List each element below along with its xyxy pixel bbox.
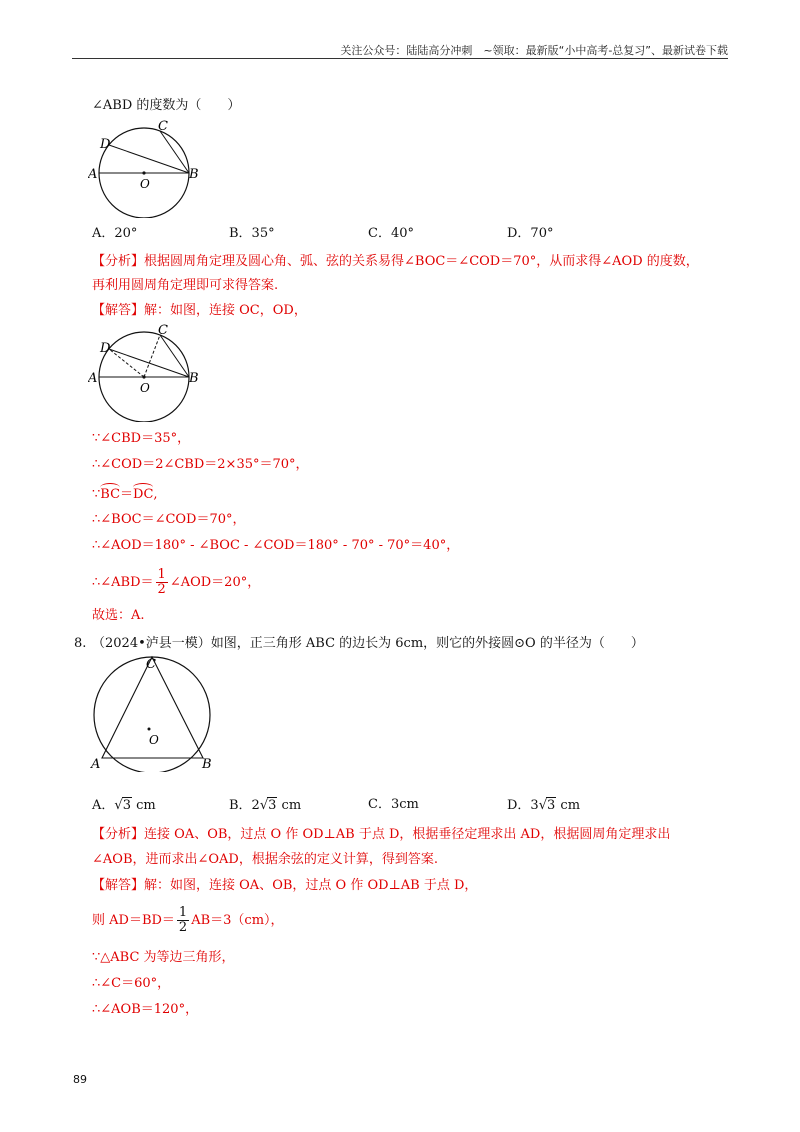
q7-step-4: ∴∠AOD＝180° - ∠BOC - ∠COD＝180° - 70° - 70°＝40°， [92, 538, 460, 553]
opt-a-prefix: A． [92, 798, 115, 813]
q7s-label-o: O [140, 381, 150, 395]
frac-num: 1 [178, 905, 188, 920]
arc-prefix: ∵ [92, 487, 101, 502]
unit: cm [136, 798, 156, 813]
q7s-label-a: A [88, 371, 98, 386]
q7-solution-intro [92, 303, 307, 319]
q8-option-d: D．3√3 cm [507, 798, 581, 813]
q8-analysis-line2: ∠AOB，进而求出∠OAD，根据余弦的定义计算，得到答案. [92, 852, 438, 867]
q7-label-b: B [189, 167, 199, 182]
q7s-label-b: B [189, 371, 199, 386]
q7-option-d: D．70° [507, 226, 554, 241]
frac-den: 2 [178, 920, 188, 935]
q8-option-c: C．3cm [368, 797, 419, 812]
page-header-text: 关注公众号：陆陆高分冲刺 ~领取：最新版“小中高考-总复习”、最新试卷下载 [340, 44, 728, 57]
q7-solution-text: 解：如图，连接 OC，OD， [144, 303, 307, 318]
q7-label-o: O [140, 177, 150, 191]
q7-arc-equality [92, 485, 158, 503]
q8-step-3: ∴∠AOB＝120°， [92, 1002, 199, 1017]
q8-number: 8. [74, 636, 87, 651]
q7-option-b: B．35° [229, 226, 275, 241]
q8-label-c: C [146, 657, 156, 672]
q8-option-b: B．2√3 cm [229, 798, 302, 813]
arc-bc: BC [100, 487, 121, 502]
q7-step-3: ∴∠BOC＝∠COD＝70°， [92, 512, 246, 527]
q7s-label-c: C [158, 323, 168, 338]
q8-solution-text: 解：如图，连接 OA、OB，过点 O 作 OD⊥AB 于点 D， [144, 878, 478, 893]
q7-analysis-line2: 再利用圆周角定理即可求得答案. [92, 278, 279, 293]
q7s-chord-cb [160, 335, 189, 377]
arc-dc: DC [133, 487, 154, 502]
q7s-chord-db [109, 349, 189, 377]
q8-ad-step [92, 906, 284, 935]
q7-chord-cb [160, 131, 189, 173]
q8-circumcircle [94, 657, 210, 772]
q7-circle-figure [88, 118, 208, 218]
q8-analysis-text: 连接 OA、OB，过点 O 作 OD⊥AB 于点 D，根据垂径定理求出 AD，根据圆周角定理求出 [144, 827, 671, 842]
q7-analysis-text: 根据圆周角定理及圆心角、弧、弦的关系易得∠BOC＝∠COD＝70°，从而求得∠AOD 的度数， [144, 254, 699, 269]
q7-answer: 故选：A. [92, 608, 145, 623]
ad-prefix: 则 AD＝BD＝ [92, 913, 175, 928]
q8-analysis-tag: 【分析】 [92, 827, 145, 842]
header-rule [72, 58, 728, 59]
opt-b-prefix: B．2 [229, 798, 260, 813]
q7-analysis-line1 [92, 254, 699, 270]
q8-solution-intro [92, 878, 477, 894]
q7-analysis-tag: 【分析】 [92, 254, 145, 269]
sqrt-radicand: 3 [268, 798, 277, 813]
q7-final-step [92, 568, 260, 597]
q7-center-dot [142, 171, 145, 174]
q7s-dashed-od [109, 349, 144, 377]
final-suffix: ∠AOD＝20°， [169, 575, 261, 590]
q8-label-a: A [91, 757, 101, 772]
arc-suffix: , [153, 487, 158, 502]
q7-chord-db [109, 145, 189, 173]
arc-eq: ＝ [120, 487, 134, 502]
q8-stem: （2024•泸县一模）如图，正三角形 ABC 的边长为 6cm，则它的外接圆⊙O 的半径为（ ） [92, 636, 644, 651]
q8-step-2: ∴∠C＝60°， [92, 976, 171, 991]
q8-step-1: ∵△ABC 为等边三角形， [92, 950, 235, 965]
unit: cm [281, 798, 302, 813]
sqrt-radicand: 3 [547, 798, 556, 813]
q8-figure [86, 654, 216, 772]
frac-num: 1 [157, 567, 166, 582]
final-prefix: ∴∠ABD＝ [92, 575, 154, 590]
q7-step-2: ∴∠COD＝2∠CBD＝2×35°＝70°， [92, 457, 309, 472]
q7-label-d: D [100, 137, 111, 152]
q7-step-1: ∵∠CBD＝35°， [92, 431, 191, 446]
q7-solution-figure [88, 322, 208, 422]
q8-analysis-line1 [92, 827, 670, 843]
q7-option-a: A．20° [92, 226, 138, 241]
opt-d-prefix: D．3 [507, 798, 539, 813]
q8-center-dot [148, 728, 151, 731]
sqrt-radicand: 3 [122, 798, 131, 813]
q7s-dashed-oc [144, 335, 160, 377]
page-number: 89 [73, 1073, 87, 1086]
q7-option-c: C．40° [368, 226, 414, 241]
q8-label-o: O [149, 733, 159, 747]
half-fraction [156, 568, 168, 597]
frac-den: 2 [157, 582, 166, 597]
q7s-label-d: D [100, 341, 111, 356]
q8-solution-tag: 【解答】 [92, 878, 145, 893]
q8-option-a: A．√3 cm [92, 798, 156, 813]
half-fraction [177, 906, 189, 935]
q7-label-c: C [158, 119, 168, 134]
q8-label-b: B [202, 757, 212, 772]
ad-suffix: AB＝3（cm）， [191, 913, 284, 928]
q7-solution-tag: 【解答】 [92, 303, 145, 318]
q7-label-a: A [88, 167, 98, 182]
q7-stem: ∠ABD 的度数为（ ） [92, 98, 241, 113]
unit: cm [560, 798, 581, 813]
q7s-center-dot [142, 375, 145, 378]
